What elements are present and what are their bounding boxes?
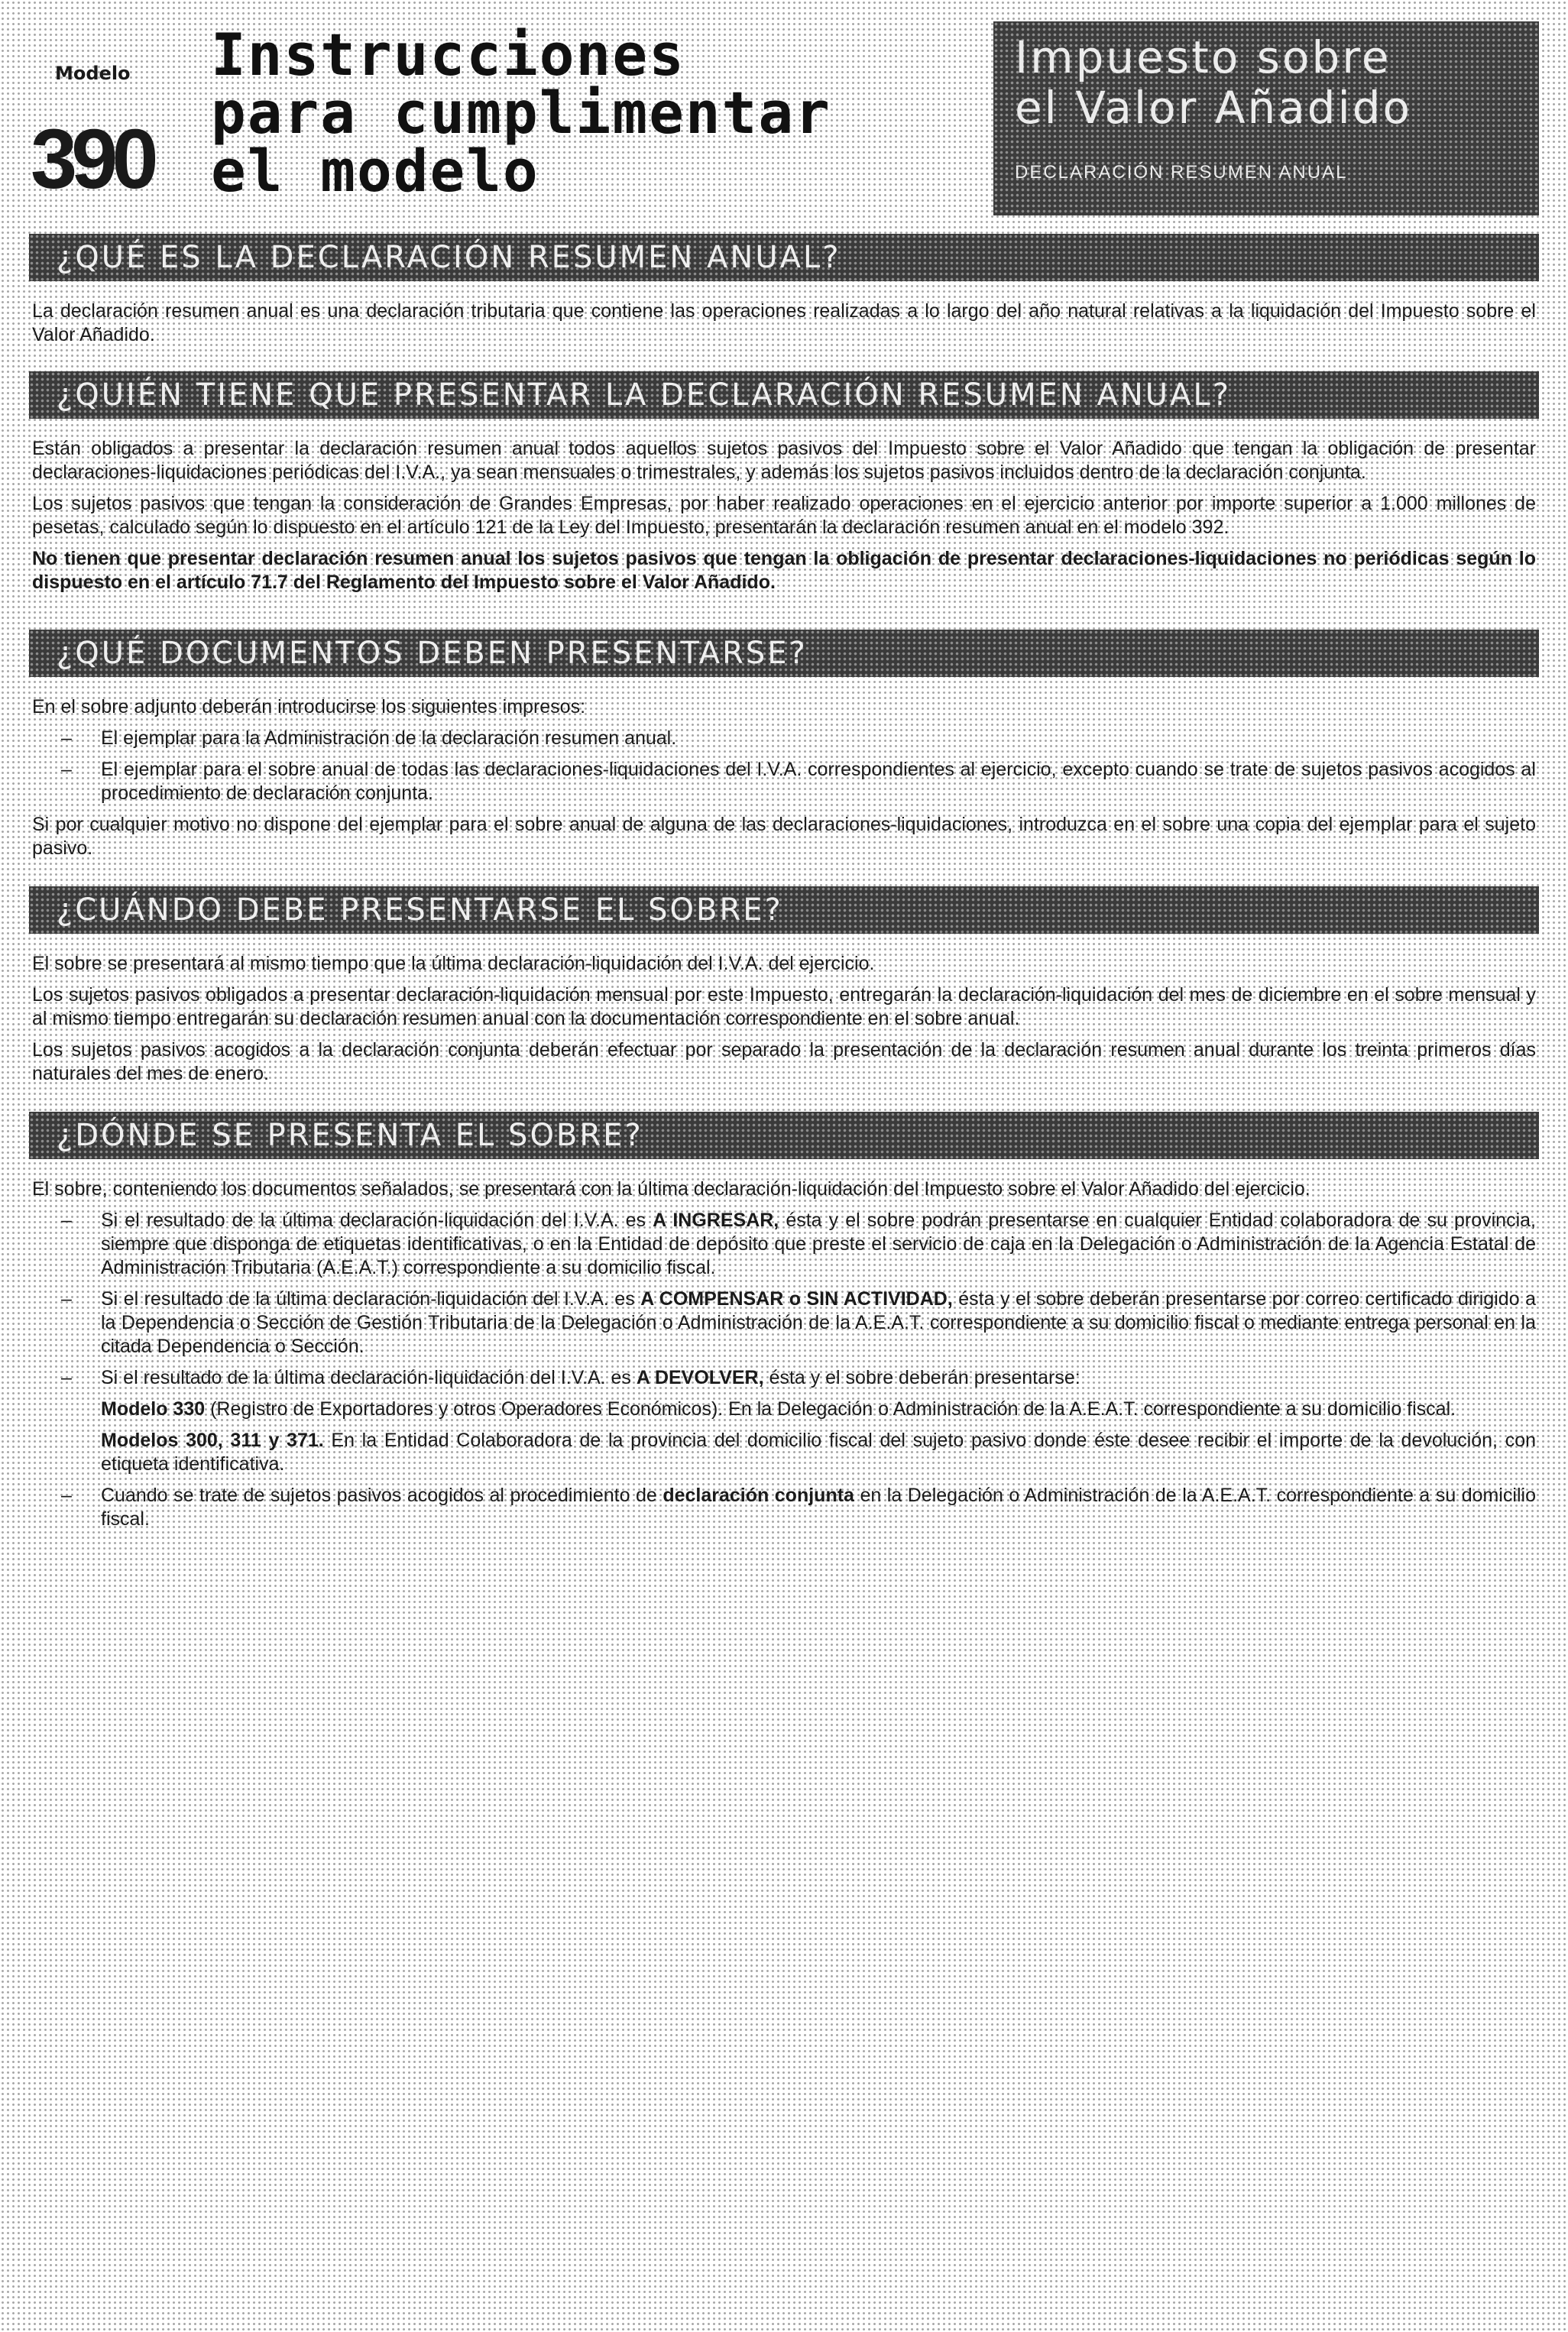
modelo-label: Modelo [55, 63, 131, 84]
list-item-text [101, 1209, 1536, 1280]
dash-marker: – [61, 1367, 72, 1388]
page-header [29, 21, 1539, 226]
section-documents [29, 630, 1539, 860]
paragraph: Los sujetos pasivos obligados a presentar declaración-liquidación mensual por este Impuesto, entregarán la declaración-liquidación del mes de diciembre en el sobre mensual y al mismo tiempo entregarán su declaración resumen anual con la documentación correspondiente en el sobre anual. [32, 984, 1536, 1029]
text-run: Si el resultado de la última declaración-liquidación del I.V.A. es [101, 1210, 653, 1231]
text-run-bold: declaración conjunta [663, 1485, 854, 1506]
title-line: para cumplimentar [211, 79, 831, 147]
text-run: En la Entidad Colaboradora de la provincia del domicilio fiscal del sujeto pasivo donde éste desee recibir el importe de la devolución, con etiqueta identificativa. [101, 1430, 1536, 1475]
dash-marker: – [61, 1288, 72, 1310]
title-line: Instrucciones [211, 21, 685, 89]
text-run-bold: A DEVOLVER, [636, 1367, 764, 1388]
dash-marker: – [61, 1210, 72, 1231]
text-run: ésta y el sobre podrán presentarse en cualquier Entidad colaboradora de su provincia, siempre que disponga de etiquetas identificativas, o en la Entidad de depósito que preste el servicio de caja en la Delegación o Administración de la Agencia Estatal de Administración Tributaria (A.E.A.T.) correspondiente a su domicilio fiscal. [101, 1210, 1536, 1278]
list-item-text [101, 1366, 1536, 1390]
text-run: Si el resultado de la última declaración-liquidación del I.V.A. es [101, 1288, 641, 1310]
instructions-page [29, 21, 1539, 1539]
dash-marker: – [61, 727, 72, 749]
text-run: (Registro de Exportadores y otros Operadores Económicos). En la Delegación o Administración de la A.E.A.T. correspondiente a su domicilio fiscal. [205, 1398, 1456, 1420]
paragraph: El sobre se presentará al mismo tiempo que la última declaración-liquidación del I.V.A. del ejercicio. [32, 953, 875, 974]
tax-subtitle: DECLARACIÓN RESUMEN ANUAL [1015, 162, 1348, 183]
section-heading: ¿DÓNDE SE PRESENTA EL SOBRE? [29, 1112, 1539, 1159]
sub-paragraph [101, 1429, 1536, 1476]
section-heading: ¿QUÉ DOCUMENTOS DEBEN PRESENTARSE? [29, 630, 1539, 677]
section-what-is [29, 234, 1539, 347]
paragraph: Los sujetos pasivos que tengan la consideración de Grandes Empresas, por haber realizado operaciones en el ejercicio anterior por importe superior a 1.000 millones de pesetas, calculado según lo dispuesto en el artículo 121 de la Ley del Impuesto, presentarán la declaración resumen anual en el modelo 392. [32, 493, 1536, 538]
section-body [29, 677, 1539, 860]
section-body [29, 1159, 1539, 1531]
text-run: ésta y el sobre deberán presentarse: [763, 1367, 1080, 1388]
text-run-bold: Modelo 330 [101, 1398, 206, 1420]
paragraph: Los sujetos pasivos acogidos a la declaración conjunta deberán efectuar por separado la presentación de la declaración resumen anual durante los treinta primeros días naturales del mes de enero. [32, 1039, 1536, 1084]
list-item [32, 1209, 1536, 1280]
paragraph-bold: No tienen que presentar declaración resumen anual los sujetos pasivos que tengan la obligación de presentar declaraciones-liquidaciones no periódicas según lo dispuesto en el artículo 71.7 del Reglamento del Impuesto sobre el Valor Añadido. [32, 548, 1536, 593]
list-item-text [101, 1287, 1536, 1359]
section-heading: ¿CUÁNDO DEBE PRESENTARSE EL SOBRE? [29, 886, 1539, 934]
paragraph: El sobre, conteniendo los documentos señalados, se presentará con la última declaración-liquidación del Impuesto sobre el Valor Añadido del ejercicio. [32, 1178, 1310, 1200]
section-when [29, 886, 1539, 1086]
list-item-text [101, 1484, 1536, 1531]
text-run-bold: Modelos 300, 311 y 371. [101, 1430, 324, 1451]
title-line: el modelo [211, 137, 539, 205]
paragraph: La declaración resumen anual es una declaración tributaria que contiene las operaciones realizadas a lo largo del año natural relativas a la liquidación del Impuesto sobre el Valor Añadido. [32, 300, 1536, 345]
list-item [32, 1484, 1536, 1531]
section-where [29, 1112, 1539, 1531]
text-run: Si el resultado de la última declaración-liquidación del I.V.A. es [101, 1367, 637, 1388]
text-run: ésta y el sobre deberán presentarse por correo certificado dirigido a la Dependencia o Sección de Gestión Tributaria de la Delegación o Administración de la A.E.A.T. correspondiente a su domicilio fiscal o mediante entrega personal en la citada Dependencia o Sección. [101, 1288, 1536, 1357]
text-run: en la Delegación o Administración de la A.E.A.T. correspondiente a su domicilio fiscal. [101, 1485, 1537, 1530]
page-title [211, 21, 899, 205]
sub-paragraph [101, 1398, 1536, 1421]
list-item [32, 1366, 1536, 1390]
list-item-text: El ejemplar para el sobre anual de todas las declaraciones-liquidaciones del I.V.A. correspondientes al ejercicio, excepto cuando se trate de sujetos pasivos acogidos al procedimiento de declaración conjunta. [101, 759, 1536, 804]
tax-title-box [993, 21, 1539, 215]
list-item-text: El ejemplar para la Administración de la declaración resumen anual. [101, 727, 677, 749]
section-heading: ¿QUIÉN TIENE QUE PRESENTAR LA DECLARACIÓN RESUMEN ANUAL? [29, 371, 1539, 419]
modelo-number: 390 [31, 112, 153, 206]
text-run: Cuando se trate de sujetos pasivos acogidos al procedimiento de [101, 1485, 663, 1506]
section-who-files [29, 371, 1539, 594]
section-body [29, 281, 1539, 347]
dash-marker: – [61, 759, 72, 780]
list-item [32, 1287, 1536, 1359]
list-item [32, 727, 1536, 750]
list-item [32, 758, 1536, 805]
text-run-bold: A INGRESAR, [653, 1210, 779, 1231]
section-heading: ¿QUÉ ES LA DECLARACIÓN RESUMEN ANUAL? [29, 234, 1539, 281]
text-run-bold: A COMPENSAR o SIN ACTIVIDAD, [640, 1288, 953, 1310]
dash-marker: – [61, 1485, 72, 1506]
tax-title-line: el Valor Añadido [1015, 82, 1413, 134]
tax-title-line: Impuesto sobre [1015, 31, 1391, 83]
paragraph: En el sobre adjunto deberán introducirse los siguientes impresos: [32, 696, 586, 717]
paragraph: Si por cualquier motivo no dispone del ejemplar para el sobre anual de alguna de las declaraciones-liquidaciones, introduzca en el sobre una copia del ejemplar para el sujeto pasivo. [32, 814, 1536, 859]
section-body [29, 419, 1539, 594]
paragraph: Están obligados a presentar la declaración resumen anual todos aquellos sujetos pasivos del Impuesto sobre el Valor Añadido que tengan la obligación de presentar declaraciones-liquidaciones periódicas del I.V.A., ya sean mensuales o trimestrales, y además los sujetos pasivos incluidos dentro de la declaración conjunta. [32, 438, 1536, 483]
section-body [29, 934, 1539, 1086]
